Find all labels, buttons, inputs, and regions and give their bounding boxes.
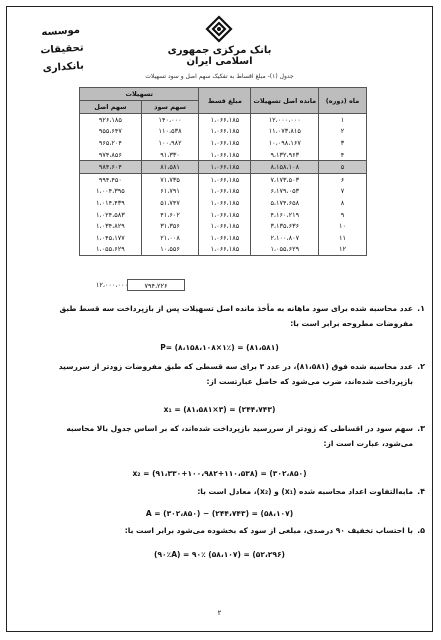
table-row — [80, 114, 367, 126]
header-interest-share: سهم سود — [141, 101, 199, 114]
cell-interest: ۱۰،۵۵۶ — [141, 244, 199, 256]
cell-principal: ۱،۰۰۴،۳۹۵ — [80, 186, 142, 198]
cell-installment: ۱،۰۶۶،۱۸۵ — [199, 149, 251, 161]
table-row — [80, 126, 367, 138]
table-row — [80, 197, 367, 209]
cell-principal: ۱،۰۵۵،۶۲۹ — [80, 244, 142, 256]
header-period: ماه (دوره) — [319, 88, 367, 114]
cell-installment: ۱،۰۶۶،۱۸۵ — [199, 209, 251, 221]
cell-period: ۲ — [319, 126, 367, 138]
header-installment: مبلغ قسط — [199, 88, 251, 114]
explanation-paragraph — [33, 484, 425, 499]
cell-remaining: ۱۲،۰۰۰،۰۰۰ — [251, 114, 319, 126]
table-row — [80, 220, 367, 232]
table-row — [80, 173, 367, 185]
cell-remaining: ۷،۱۷۳،۵۰۳ — [251, 173, 319, 185]
item-number: ۲. — [417, 362, 425, 371]
cell-remaining: ۴،۱۶۰،۲۱۹ — [251, 209, 319, 221]
cell-installment: ۱،۰۶۶،۱۸۵ — [199, 126, 251, 138]
cell-remaining: ۱۱،۰۷۳،۸۱۵ — [251, 126, 319, 138]
cell-installment: ۱،۰۶۶،۱۸۵ — [199, 186, 251, 198]
table-row — [80, 161, 367, 174]
paragraph-text: مابه‌التفاوت اعداد محاسبه شده (x₁) و (x₂)، معادل است با: — [197, 487, 413, 496]
table-row — [80, 209, 367, 221]
total-interest: ۷۹۴،۲۲۶ — [127, 279, 185, 291]
cell-interest: ۳۱،۳۵۶ — [141, 220, 199, 232]
explanation-paragraph — [33, 301, 425, 331]
cell-period: ۷ — [319, 186, 367, 198]
cell-period: ۹ — [319, 209, 367, 221]
cell-principal: ۹۹۴،۴۵۰ — [80, 173, 142, 185]
cell-installment: ۱،۰۶۶،۱۸۵ — [199, 220, 251, 232]
table-row — [80, 137, 367, 149]
table-row — [80, 244, 367, 256]
header-principal-remaining: مانده اصل تسهیلات — [251, 88, 319, 114]
cell-installment: ۱،۰۶۶،۱۸۵ — [199, 137, 251, 149]
cell-installment: ۱،۰۶۶،۱۸۵ — [199, 161, 251, 174]
explanation-paragraph — [33, 421, 425, 451]
formula: x₂ = (۹۱،۳۳۰+۱۰۰،۹۸۲+۱۱۰،۵۳۸) = (۳۰۲،۸۵۰) — [132, 469, 307, 478]
cell-interest: ۶۱،۷۹۱ — [141, 186, 199, 198]
cell-installment: ۱،۰۶۶،۱۸۵ — [199, 232, 251, 244]
cell-principal: ۹۷۴،۸۵۶ — [80, 149, 142, 161]
cell-period: ۱۲ — [319, 244, 367, 256]
cell-installment: ۱،۰۶۶،۱۸۵ — [199, 197, 251, 209]
stamp-text: موسسه تحقیقات بانکداری — [40, 24, 85, 75]
cell-principal: ۹۵۵،۶۴۷ — [80, 126, 142, 138]
header-principal-share: سهم اصل — [80, 101, 142, 114]
cell-principal: ۱،۰۲۴،۵۸۳ — [80, 209, 142, 221]
installment-table — [79, 87, 367, 256]
cell-remaining: ۶،۱۷۹،۰۵۳ — [251, 186, 319, 198]
formula: A = (۳۰۲،۸۵۰) − (۲۴۴،۷۴۳) = (۵۸،۱۰۷) — [145, 509, 294, 518]
bank-name: بانک مرکزی جمهوری اسلامی ایران — [167, 45, 272, 67]
header-facilities: تسهیلات — [80, 88, 199, 101]
cell-period: ۵ — [319, 161, 367, 174]
cell-period: ۱۰ — [319, 220, 367, 232]
letterhead — [7, 13, 432, 75]
cell-interest: ۱۱۰،۵۳۸ — [141, 126, 199, 138]
page-number: ۲ — [217, 609, 222, 617]
paragraph-text: سهم سود در اقساطی که زودتر از سررسید بازپرداخت شده‌اند، که بر اساس جدول بالا محاسبه می‌شود، عبارت است از: — [66, 424, 413, 448]
cell-principal: ۹۶۵،۲۰۴ — [80, 137, 142, 149]
cell-principal: ۱،۰۱۴،۴۳۹ — [80, 197, 142, 209]
cell-installment: ۱،۰۶۶،۱۸۵ — [199, 244, 251, 256]
cell-interest: ۵۱،۷۴۷ — [141, 197, 199, 209]
explanation-paragraph — [33, 523, 425, 538]
paragraph-text: عدد محاسبه شده فوق (۸۱،۵۸۱)، در عدد ۳ برای سه قسطی که طبق مفروضات زودتر از سررسید بازپرداخت شده‌اند، ضرب می‌شود که حاصل عبارتست از: — [58, 362, 413, 386]
item-number: ۱. — [417, 304, 425, 313]
cell-installment: ۱،۰۶۶،۱۸۵ — [199, 114, 251, 126]
institute-stamp — [19, 17, 85, 75]
cell-period: ۱۱ — [319, 232, 367, 244]
cell-remaining: ۸،۱۵۸،۱۰۸ — [251, 161, 319, 174]
cell-interest: ۲۱،۰۰۸ — [141, 232, 199, 244]
cell-period: ۳ — [319, 137, 367, 149]
cell-interest: ۴۱،۶۰۲ — [141, 209, 199, 221]
cell-interest: ۸۱،۵۸۱ — [141, 161, 199, 174]
explanation-paragraph — [33, 359, 425, 389]
cell-remaining: ۱۰،۰۹۸،۱۶۷ — [251, 137, 319, 149]
cell-remaining: ۱،۰۵۵،۶۲۹ — [251, 244, 319, 256]
table-caption: جدول (۱)- مبلغ اقساط به تفکیک سهم اصل و سود تسهیلات — [145, 73, 294, 80]
cell-remaining: ۹،۱۳۲،۹۶۳ — [251, 149, 319, 161]
cell-remaining: ۳،۱۳۵،۶۳۶ — [251, 220, 319, 232]
total-principal: ۱۲،۰۰۰،۰۰۰ — [95, 281, 128, 289]
document-page — [6, 6, 433, 632]
table-row — [80, 232, 367, 244]
cell-period: ۶ — [319, 173, 367, 185]
cell-principal: ۱،۰۳۴،۸۲۹ — [80, 220, 142, 232]
formula: P= (۸،۱۵۸،۱۰۸×۱٪) = (۸۱،۵۸۱) — [160, 343, 279, 352]
paragraph-text: با احتساب تخفیف ۹۰ درصدی، مبلغی از سود که بخشوده می‌شود برابر است با: — [124, 526, 413, 535]
cell-period: ۴ — [319, 149, 367, 161]
cell-principal: ۹۸۴،۶۰۴ — [80, 161, 142, 174]
cell-principal: ۹۲۶،۱۸۵ — [80, 114, 142, 126]
cell-interest: ۹۱،۳۳۰ — [141, 149, 199, 161]
bank-logo-icon — [205, 15, 233, 43]
table-row — [80, 186, 367, 198]
cell-principal: ۱،۰۴۵،۱۷۷ — [80, 232, 142, 244]
cell-remaining: ۲،۱۰۰،۸۰۷ — [251, 232, 319, 244]
cell-period: ۱ — [319, 114, 367, 126]
cell-period: ۸ — [319, 197, 367, 209]
item-number: ۵. — [417, 526, 425, 535]
paragraph-text: عدد محاسبه شده برای سود ماهانه به مأخذ مانده اصل تسهیلات پس از بازپرداخت سه قسط طبق مفروضات مطروحه برابر است با: — [59, 304, 413, 328]
cell-interest: ۷۱،۷۳۵ — [141, 173, 199, 185]
item-number: ۴. — [417, 487, 425, 496]
formula: (۹۰٪A) = ۹۰٪ (۵۸،۱۰۷) = (۵۲،۲۹۶) — [154, 550, 285, 559]
cell-installment: ۱،۰۶۶،۱۸۵ — [199, 173, 251, 185]
cell-remaining: ۵،۱۷۴،۶۵۸ — [251, 197, 319, 209]
formula: x₁ = (۸۱،۵۸۱×۳) = (۲۴۴،۷۴۳) — [163, 405, 276, 414]
cell-interest: ۱۴۰،۰۰۰ — [141, 114, 199, 126]
table-row — [80, 149, 367, 161]
item-number: ۳. — [417, 424, 425, 433]
cell-interest: ۱۰۰،۹۸۲ — [141, 137, 199, 149]
